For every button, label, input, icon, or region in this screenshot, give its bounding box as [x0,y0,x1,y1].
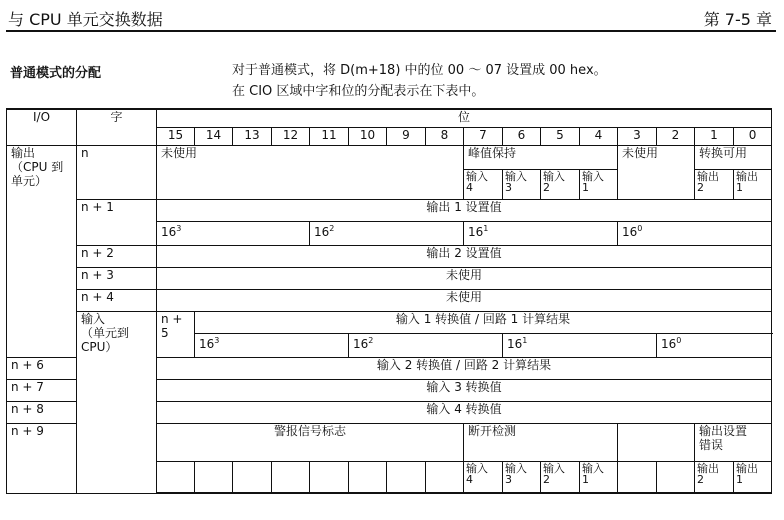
disc-input-2: 输入 2 [541,461,580,493]
bit-14: 14 [195,127,233,145]
bit-3: 3 [618,127,657,145]
section-title: 普通模式的分配 [10,66,102,81]
disconnect-detect: 断开检测 [464,423,618,461]
bit-7: 7 [464,127,503,145]
peak-input-3: 输入 3 [503,169,541,199]
n9-bit-10 [349,461,387,493]
io-output-label: 输出 （CPU 到 单元） [7,145,77,357]
io-allocation-table [6,108,772,494]
enable-output-1: 输出 1 [734,169,772,199]
output-setting-error: 输出设置 错误 [695,423,772,461]
io-input-label: 输入 （单元到 CPU） [77,311,157,493]
input-2-conversion: 输入 2 转换值 / 回路 2 计算结果 [157,357,772,379]
peak-hold: 峰值保持 [464,145,618,169]
n1-digit-16e2: $16^2$ [310,221,464,245]
bit-5: 5 [541,127,580,145]
disc-input-3: 输入 3 [503,461,541,493]
bit-1: 1 [695,127,734,145]
n5-digit-16e2: $16^2$ [349,333,503,357]
n1-digit-16e1: $16^1$ [464,221,618,245]
word-n8: n + 8 [7,401,77,423]
bit-4: 4 [580,127,618,145]
n-unused-2: 未使用 [618,145,695,199]
bit-11: 11 [310,127,349,145]
n9-blank-3-2 [618,423,695,461]
n3-unused: 未使用 [157,267,772,289]
n5-digit-16e0: $16^0$ [657,333,772,357]
enable-output-2: 输出 2 [695,169,734,199]
col-header-bit: 位 [157,109,772,127]
output-1-setting: 输出 1 设置值 [157,199,772,221]
chapter-label: 第 7-5 章 [703,10,772,29]
err-output-1: 输出 1 [734,461,772,493]
word-n2: n + 2 [77,245,157,267]
word-n6: n + 6 [7,357,77,379]
bit-10: 10 [349,127,387,145]
n9-bit-14 [195,461,233,493]
n9-bit-12 [272,461,310,493]
output-2-setting: 输出 2 设置值 [157,245,772,267]
bit-6: 6 [503,127,541,145]
input-4-conversion: 输入 4 转换值 [157,401,772,423]
paragraph-line-1: 对于普通模式，将 D(m+18) 中的位 00 ～ 07 设置成 00 hex。 [232,63,607,78]
input-1-conversion: 输入 1 转换值 / 回路 1 计算结果 [195,311,772,333]
bit-8: 8 [426,127,464,145]
n1-digit-16e0: $16^0$ [618,221,772,245]
n4-unused: 未使用 [157,289,772,311]
bit-12: 12 [272,127,310,145]
paragraph-line-2: 在 CIO 区域中字和位的分配表示在下表中。 [232,84,485,99]
n5-digit-16e3: $16^3$ [195,333,349,357]
header-title: 与 CPU 单元交换数据 [8,10,163,29]
n9-bit-15 [157,461,195,493]
n9-bit-11 [310,461,349,493]
word-n7: n + 7 [7,379,77,401]
word-n3: n + 3 [77,267,157,289]
peak-input-2: 输入 2 [541,169,580,199]
n9-bit-3 [618,461,657,493]
bit-15: 15 [157,127,195,145]
bit-13: 13 [233,127,272,145]
bit-2: 2 [657,127,695,145]
peak-input-1: 输入 1 [580,169,618,199]
conversion-enable: 转换可用 [695,145,772,169]
bit-9: 9 [387,127,426,145]
page-header [6,4,776,32]
word-n: n [77,145,157,199]
disc-input-1: 输入 1 [580,461,618,493]
peak-input-4: 输入 4 [464,169,503,199]
alarm-flags: 警报信号标志 [157,423,464,461]
word-n1: n + 1 [77,199,157,245]
disc-input-4: 输入 4 [464,461,503,493]
n9-bit-13 [233,461,272,493]
n9-bit-2 [657,461,695,493]
n-unused: 未使用 [157,145,464,199]
n5-digit-16e1: $16^1$ [503,333,657,357]
word-n9: n + 9 [7,423,77,493]
col-header-word: 字 [77,109,157,145]
word-n4: n + 4 [77,289,157,311]
col-header-io: I/O [7,109,77,145]
n9-bit-8 [426,461,464,493]
input-3-conversion: 输入 3 转换值 [157,379,772,401]
n9-bit-9 [387,461,426,493]
n1-digit-16e3: $16^3$ [157,221,310,245]
word-n5: n + 5 [157,311,195,357]
bit-0: 0 [734,127,772,145]
err-output-2: 输出 2 [695,461,734,493]
